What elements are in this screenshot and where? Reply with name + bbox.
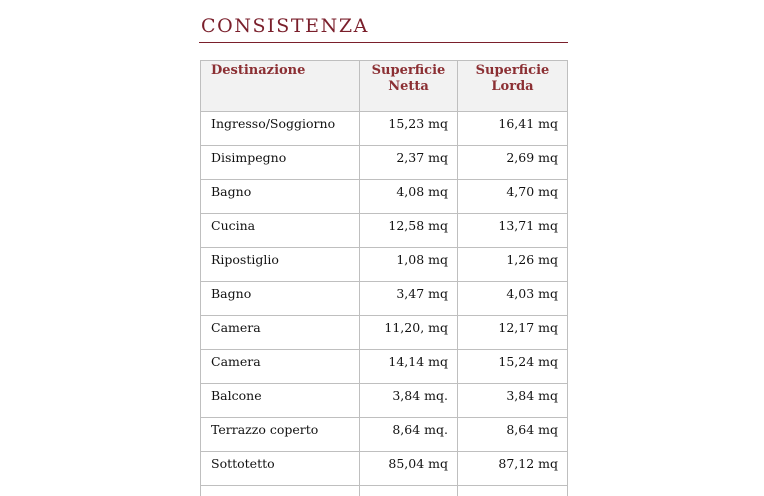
table-row [201,418,568,452]
cell-lorda: 2,69 mq [458,146,568,180]
cell-netta: 4,08 mq [360,180,458,214]
table-row [201,316,568,350]
cell-netta: 3,47 mq [360,282,458,316]
cell-lorda: 8,64 mq [458,418,568,452]
cell-netta: 14,14 mq [360,350,458,384]
consistenza-table [200,60,568,496]
cell-netta: 12,58 mq [360,214,458,248]
cell-destinazione: Bagno [201,282,360,316]
cell-netta: 2,37 mq [360,146,458,180]
heading-underline [199,42,568,43]
cell-netta: 15,23 mq [360,112,458,146]
cell-destinazione: Cucina [201,214,360,248]
cell-lorda: 13,71 mq [458,214,568,248]
cell-netta: 8,64 mq. [360,418,458,452]
header-netta-line1: Superficie [371,63,446,78]
cell-empty [360,486,458,496]
cell-lorda: 1,26 mq [458,248,568,282]
cell-lorda: 3,84 mq [458,384,568,418]
cell-lorda: 4,03 mq [458,282,568,316]
table-row [201,214,568,248]
cell-lorda: 15,24 mq [458,350,568,384]
cell-lorda: 4,70 mq [458,180,568,214]
header-netta-line2: Netta [388,79,429,94]
cell-netta: 1,08 mq [360,248,458,282]
cell-lorda: 12,17 mq [458,316,568,350]
cell-lorda: 87,12 mq [458,452,568,486]
header-destinazione-label: Destinazione [211,63,306,78]
cell-destinazione: Balcone [201,384,360,418]
header-lorda-line2: Lorda [491,79,534,94]
table-row [201,180,568,214]
cell-destinazione: Bagno [201,180,360,214]
cell-empty [201,486,360,496]
cell-lorda: 16,41 mq [458,112,568,146]
header-lorda-line1: Superficie [475,63,550,78]
table-row [201,384,568,418]
table-row [201,112,568,146]
header-destinazione [201,61,360,112]
cell-netta: 11,20, mq [360,316,458,350]
consistenza-table-container [200,60,567,496]
cell-destinazione: Sottotetto [201,452,360,486]
cell-destinazione: Disimpegno [201,146,360,180]
table-row [201,350,568,384]
cell-destinazione: Terrazzo coperto [201,418,360,452]
header-superficie-lorda [458,61,568,112]
table-row [201,452,568,486]
section-heading: CONSISTENZA [201,15,369,37]
cell-destinazione: Ingresso/Soggiorno [201,112,360,146]
cell-destinazione: Camera [201,350,360,384]
table-row [201,146,568,180]
table-row-cut-off [201,486,568,496]
table-row [201,282,568,316]
header-superficie-netta [360,61,458,112]
cell-netta: 3,84 mq. [360,384,458,418]
table-header-row [201,61,568,112]
cell-destinazione: Ripostiglio [201,248,360,282]
cell-empty [458,486,568,496]
table-row [201,248,568,282]
cell-destinazione: Camera [201,316,360,350]
cell-netta: 85,04 mq [360,452,458,486]
